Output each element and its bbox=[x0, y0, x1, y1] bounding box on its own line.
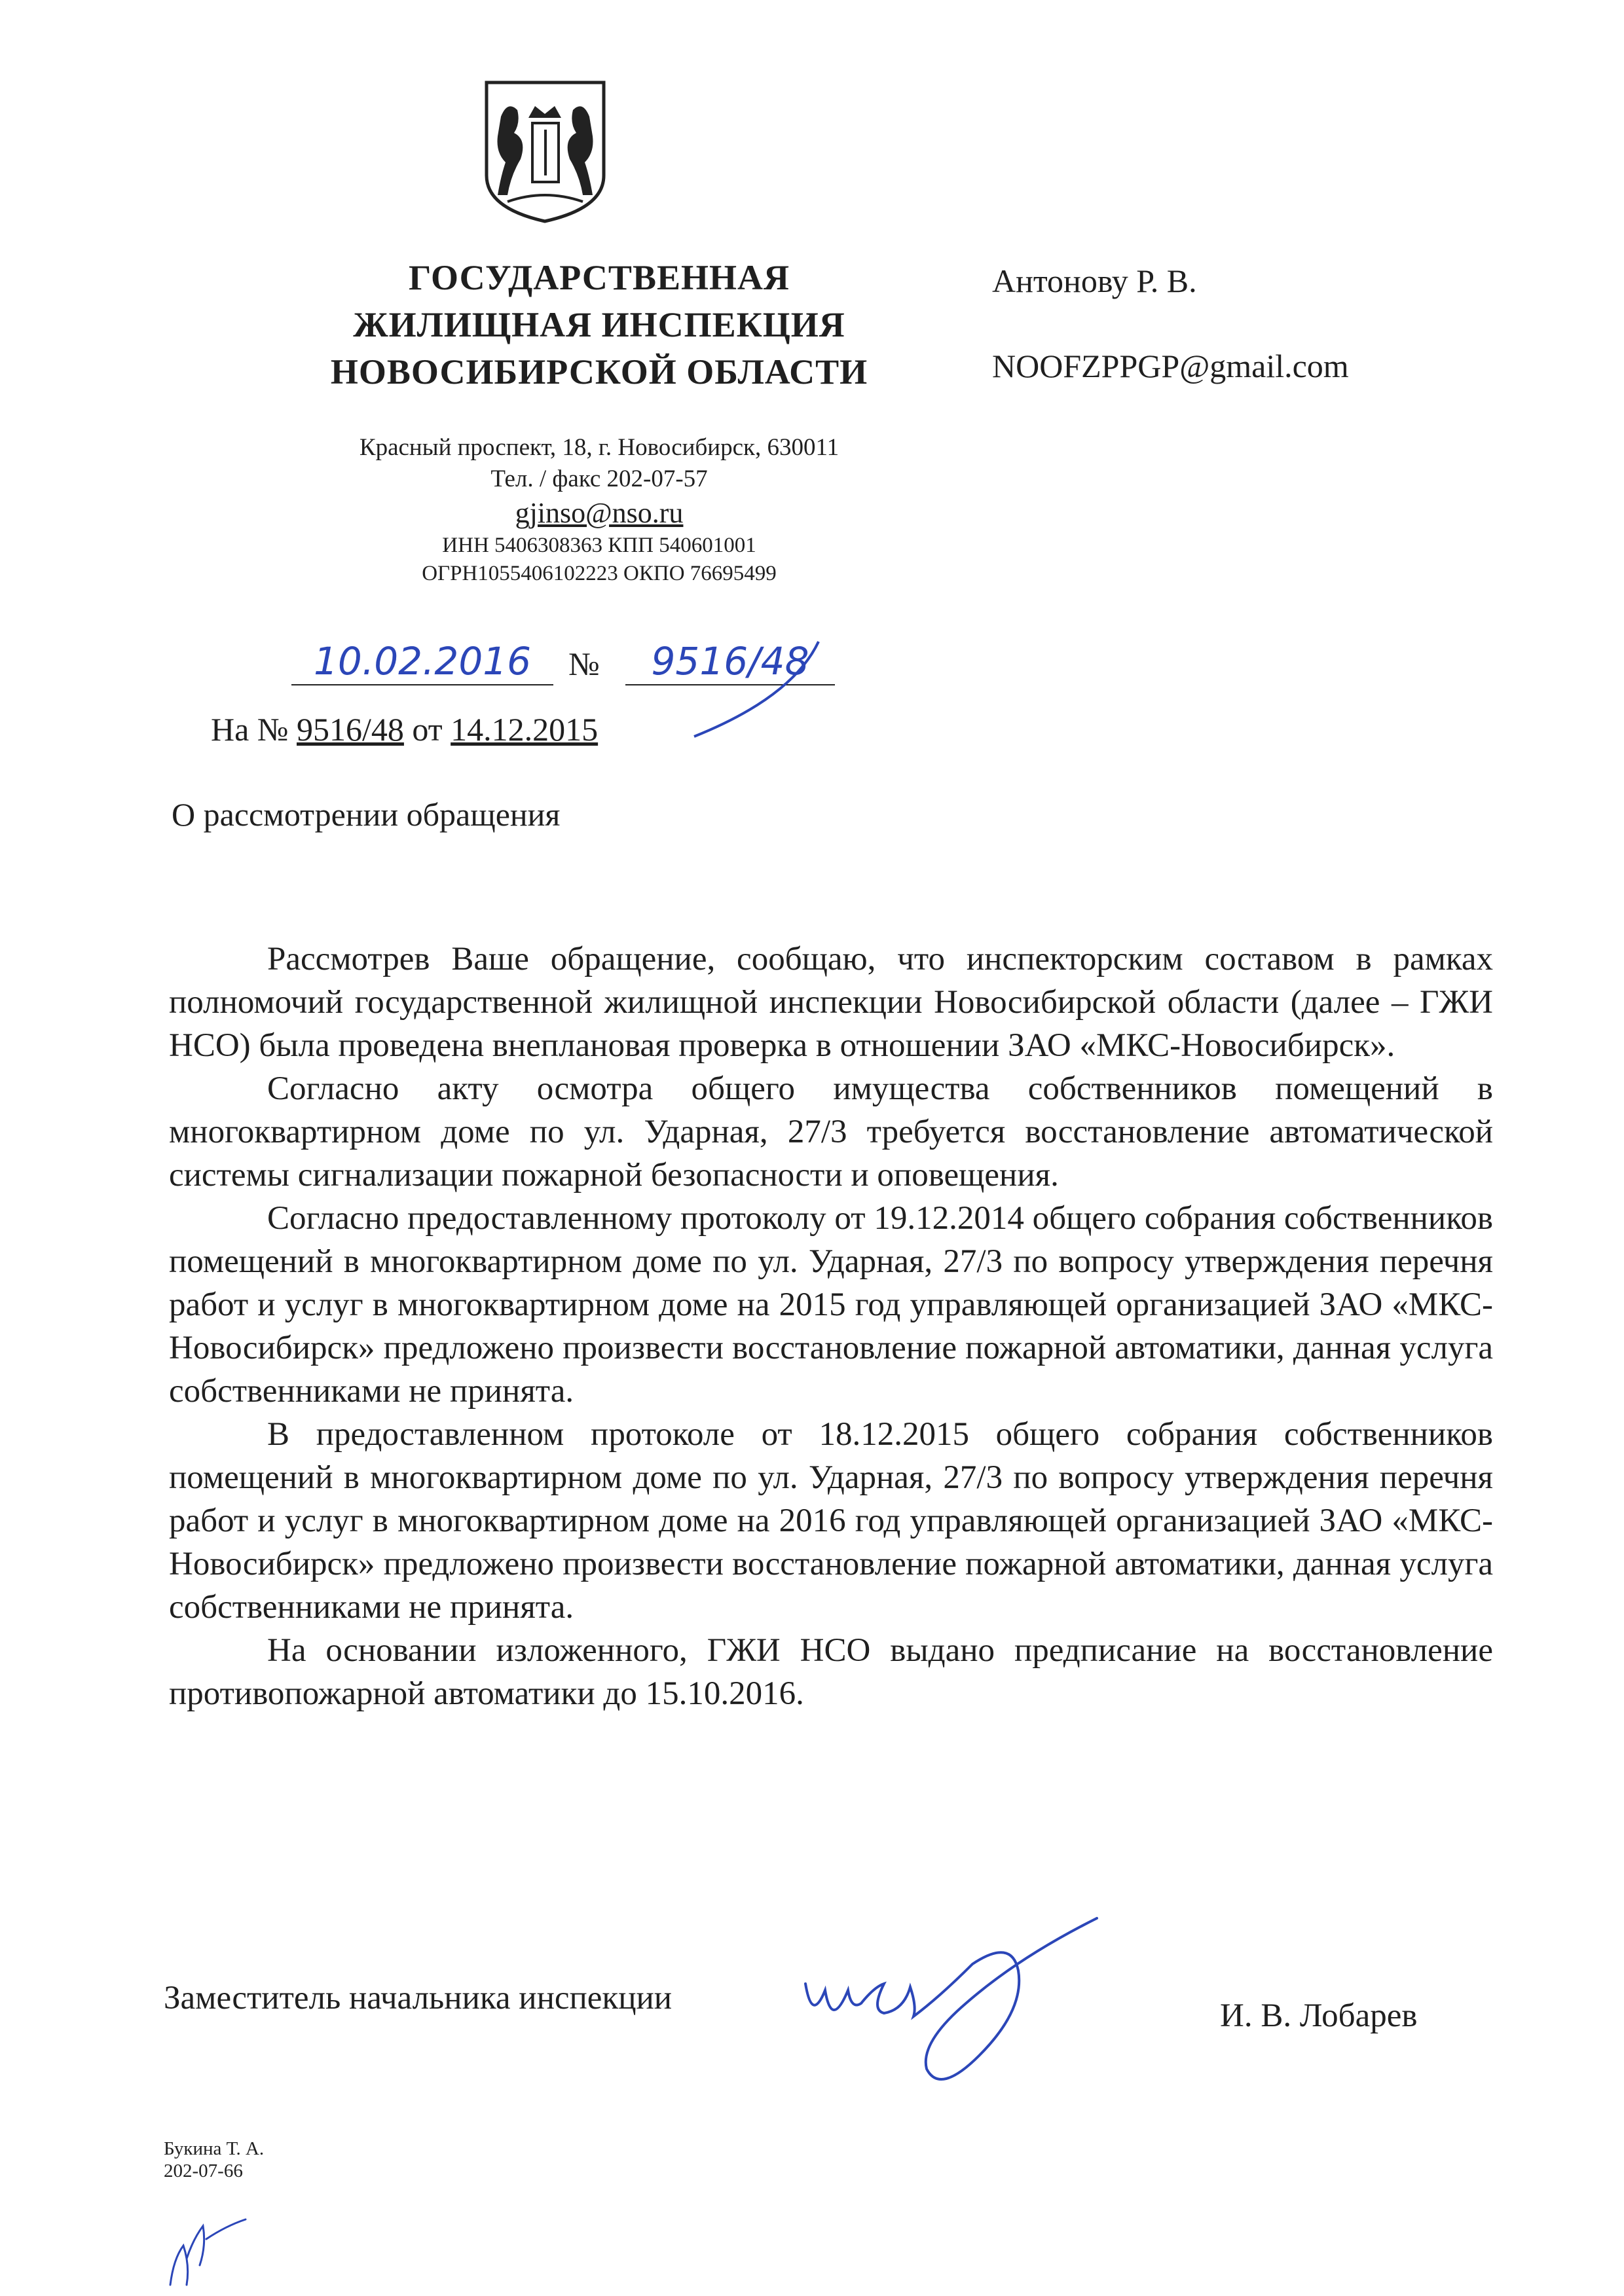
executor-phone: 202-07-66 bbox=[164, 2160, 243, 2181]
organization-name-line: ЖИЛИЩНАЯ ИНСПЕКЦИЯ bbox=[353, 305, 845, 344]
handwritten-stroke-icon bbox=[681, 638, 838, 743]
organization-name bbox=[216, 254, 982, 395]
body-paragraph: Согласно акту осмотра общего имущества собственников помещений в многоквартирном доме по ул. Ударная, 27/3 требуется восстановление автоматической системы сигнализации пожарной безопасности и оповещения. bbox=[169, 1070, 1493, 1194]
reply-reference-prefix: На № bbox=[211, 711, 289, 748]
reply-reference-date: 14.12.2015 bbox=[451, 711, 599, 748]
organization-ogrn-okpo: ОГРН1055406102223 ОКПО 76695499 bbox=[422, 562, 777, 585]
addressee-email: NOOFZPPGP@gmail.com bbox=[992, 348, 1349, 384]
letter-body bbox=[169, 938, 1493, 1715]
signatory-position: Заместитель начальника инспекции bbox=[164, 1980, 673, 2016]
coat-of-arms-icon bbox=[481, 77, 609, 225]
body-paragraph: Рассмотрев Ваше обращение, сообщаю, что инспекторским составом в рамках полномочий государственной жилищной инспекции Новосибирской области (далее – ГЖИ НСО) была проведена внеплановая проверка в отношении ЗАО «МКС-Новосибирск». bbox=[169, 941, 1493, 1064]
body-paragraph: Согласно предоставленному протоколу от 19.12.2014 общего собрания собственников помещений в многоквартирном доме по ул. Ударная, 27/3 по вопросу утверждения перечня работ и услуг в многоквартирном доме на 2015 год управляющей организацией ЗАО «МКС-Новосибирск» предложено произвести восстановление пожарной автоматики, данная услуга собственниками не принята. bbox=[169, 1200, 1493, 1410]
reply-reference-from: от bbox=[412, 711, 443, 748]
organization-phone: Тел. / факс 202-07-57 bbox=[490, 465, 708, 492]
executor-name: Букина Т. А. bbox=[164, 2138, 265, 2159]
organization-name-line: ГОСУДАРСТВЕННАЯ bbox=[409, 258, 790, 297]
reply-reference bbox=[211, 710, 598, 748]
letter-subject: О рассмотрении обращения bbox=[172, 796, 561, 833]
organization-address: Красный проспект, 18, г. Новосибирск, 630011 bbox=[359, 434, 840, 461]
organization-email-link[interactable]: gjinso@nso.ru bbox=[515, 497, 684, 529]
handwritten-signature-icon bbox=[792, 1886, 1211, 2095]
body-paragraph: На основании изложенного, ГЖИ НСО выдано предписание на восстановление противопожарной автоматики до 15.10.2016. bbox=[169, 1632, 1493, 1712]
registration-number: 9516/48 bbox=[625, 638, 835, 685]
registration-date: 10.02.2016 bbox=[291, 638, 553, 685]
organization-name-line: НОВОСИБИРСКОЙ ОБЛАСТИ bbox=[330, 352, 868, 392]
handwritten-initial-icon bbox=[160, 2213, 265, 2291]
addressee-name: Антонову Р. В. bbox=[992, 263, 1197, 299]
executor-info bbox=[164, 2138, 264, 2182]
body-paragraph: В предоставленном протоколе от 18.12.2015 общего собрания собственников помещений в многоквартирном доме по ул. Ударная, 27/3 по вопросу утверждения перечня работ и услуг в многоквартирном доме на 2016 год управляющей организацией ЗАО «МКС-Новосибирск» предложено произвести восстановление пожарной автоматики, данная услуга собственниками не принята. bbox=[169, 1416, 1493, 1626]
signatory-name: И. В. Лобарев bbox=[1220, 1997, 1418, 2034]
registration-number-sign: № bbox=[568, 646, 600, 682]
organization-contacts bbox=[216, 432, 982, 588]
reply-reference-number: 9516/48 bbox=[297, 711, 404, 748]
organization-inn-kpp: ИНН 5406308363 КПП 540601001 bbox=[442, 534, 756, 557]
